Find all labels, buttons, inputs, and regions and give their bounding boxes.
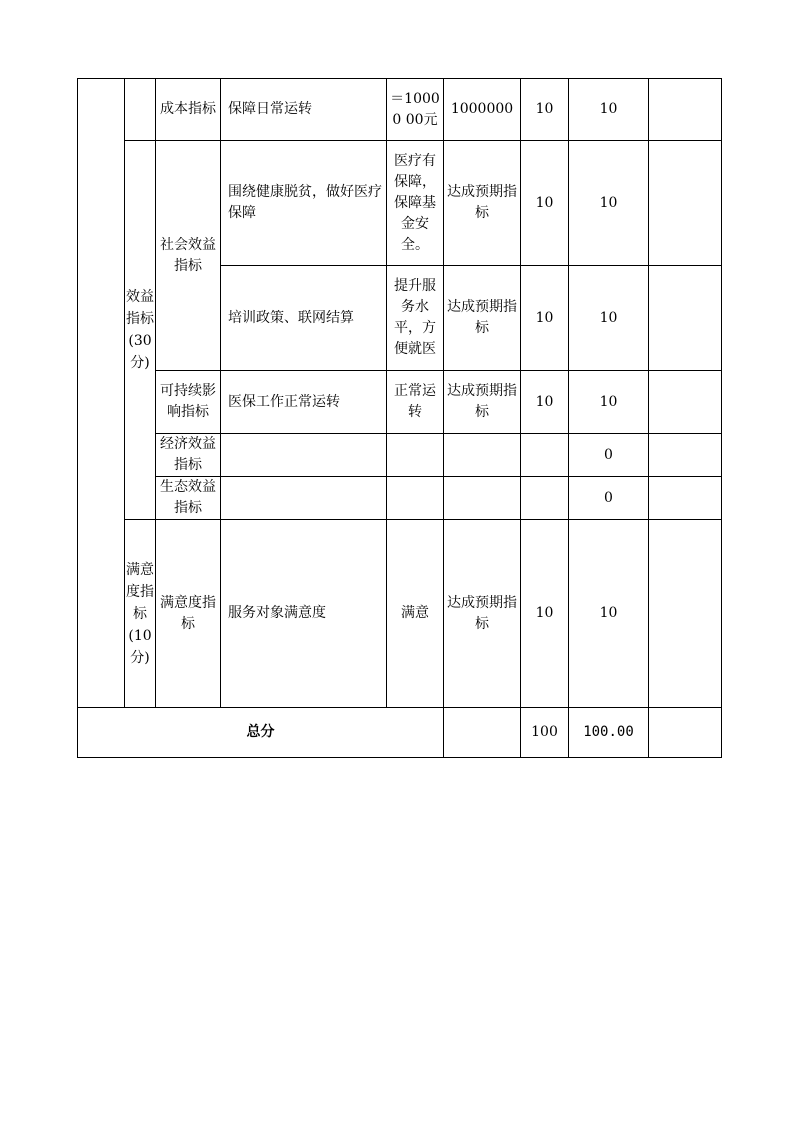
level3-sustain: 可持续影响指标 xyxy=(156,371,221,434)
note-satisfaction xyxy=(649,520,722,708)
table-row-social-1 xyxy=(78,141,722,266)
level4-social-2: 培训政策、联网结算 xyxy=(221,266,387,371)
actual-social-1: 达成预期指标 xyxy=(444,141,521,266)
target-satisfaction: 满意 xyxy=(387,520,444,708)
target-social-1: 医疗有保障，保障基金安全。 xyxy=(387,141,444,266)
level2-benefit: 效益指标(30分) xyxy=(125,141,156,520)
weight-social-1: 10 xyxy=(521,141,569,266)
level3-economic: 经济效益指标 xyxy=(156,434,221,477)
level1-cell xyxy=(78,79,125,708)
actual-ecology xyxy=(444,477,521,520)
table-row-total xyxy=(78,708,722,758)
weight-social-2: 10 xyxy=(521,266,569,371)
level4-social-1: 围绕健康脱贫，做好医疗保障 xyxy=(221,141,387,266)
level3-cost: 成本指标 xyxy=(156,79,221,141)
table-row-economic xyxy=(78,434,722,477)
table-row-satisfaction xyxy=(78,520,722,708)
actual-cost: 1000000 xyxy=(444,79,521,141)
score-sustain: 10 xyxy=(569,371,649,434)
weight-cost: 10 xyxy=(521,79,569,141)
total-score: 100.00 xyxy=(569,708,649,758)
total-weight: 100 xyxy=(521,708,569,758)
target-ecology xyxy=(387,477,444,520)
note-social-1 xyxy=(649,141,722,266)
score-social-1: 10 xyxy=(569,141,649,266)
target-economic xyxy=(387,434,444,477)
score-ecology: 0 xyxy=(569,477,649,520)
table-row-cost xyxy=(78,79,722,141)
table-row-ecology xyxy=(78,477,722,520)
level3-ecology: 生态效益指标 xyxy=(156,477,221,520)
total-label: 总分 xyxy=(78,708,444,758)
note-social-2 xyxy=(649,266,722,371)
score-satisfaction: 10 xyxy=(569,520,649,708)
note-sustain xyxy=(649,371,722,434)
level4-satisfaction: 服务对象满意度 xyxy=(221,520,387,708)
level3-satisfaction: 满意度指标 xyxy=(156,520,221,708)
note-ecology xyxy=(649,477,722,520)
performance-evaluation-table xyxy=(77,78,722,758)
level4-cost: 保障日常运转 xyxy=(221,79,387,141)
level2-cell-empty xyxy=(125,79,156,141)
target-sustain: 正常运转 xyxy=(387,371,444,434)
actual-satisfaction: 达成预期指标 xyxy=(444,520,521,708)
total-actual xyxy=(444,708,521,758)
weight-economic xyxy=(521,434,569,477)
score-social-2: 10 xyxy=(569,266,649,371)
level4-sustain: 医保工作正常运转 xyxy=(221,371,387,434)
note-economic xyxy=(649,434,722,477)
actual-economic xyxy=(444,434,521,477)
actual-social-2: 达成预期指标 xyxy=(444,266,521,371)
level3-social: 社会效益指标 xyxy=(156,141,221,371)
target-social-2: 提升服务水平，方便就医 xyxy=(387,266,444,371)
indicator-table xyxy=(77,78,722,758)
note-cost xyxy=(649,79,722,141)
level4-ecology xyxy=(221,477,387,520)
score-cost: 10 xyxy=(569,79,649,141)
actual-sustain: 达成预期指标 xyxy=(444,371,521,434)
level4-economic xyxy=(221,434,387,477)
weight-ecology xyxy=(521,477,569,520)
target-cost: ＝10000 00元 xyxy=(387,79,444,141)
weight-satisfaction: 10 xyxy=(521,520,569,708)
score-economic: 0 xyxy=(569,434,649,477)
total-note xyxy=(649,708,722,758)
weight-sustain: 10 xyxy=(521,371,569,434)
table-row-sustain xyxy=(78,371,722,434)
level2-satisfaction: 满意度指标(10分) xyxy=(125,520,156,708)
